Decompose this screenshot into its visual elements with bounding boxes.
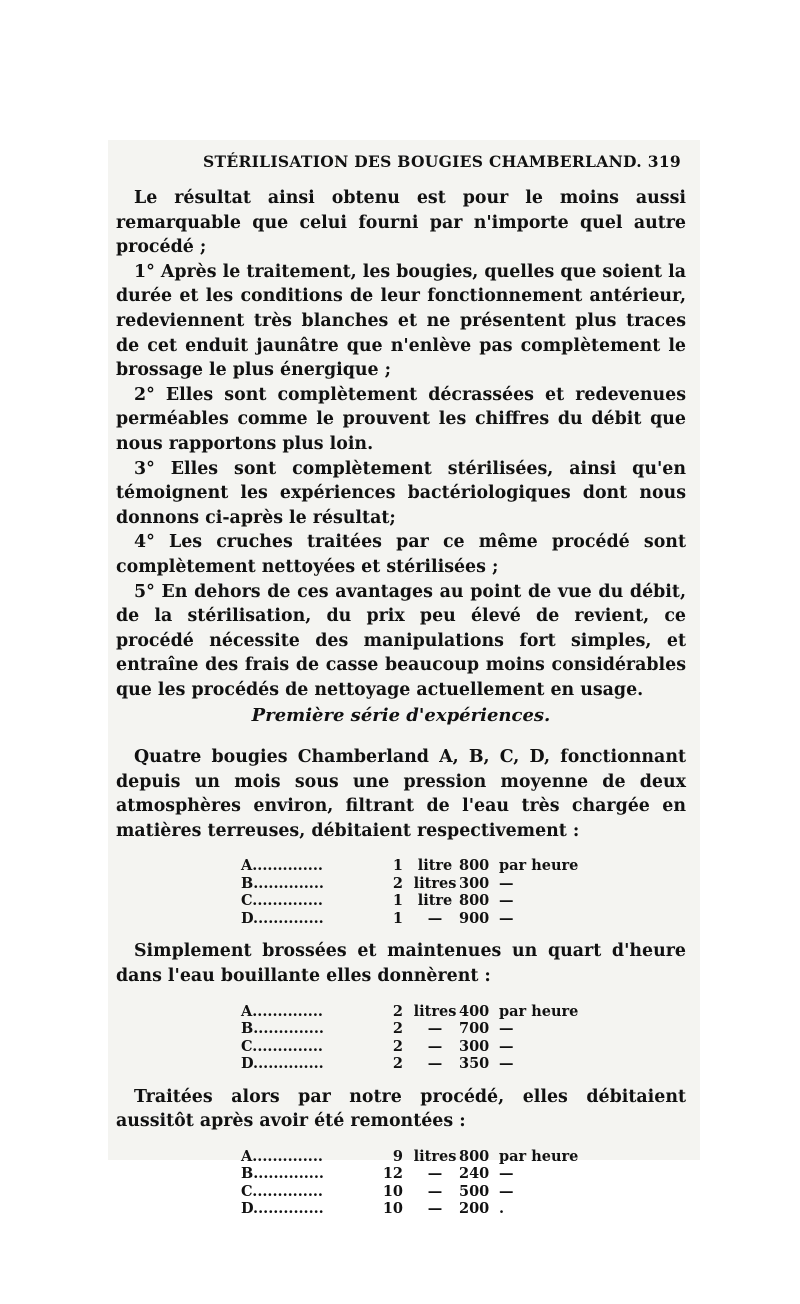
row-label: B..............	[241, 1165, 324, 1183]
unit: —	[427, 909, 443, 927]
row-label: A..............	[241, 857, 323, 875]
rate-unit: —	[499, 892, 514, 910]
unit: litres	[413, 1002, 457, 1020]
rate-unit: —	[499, 1037, 514, 1055]
unit: —	[427, 1055, 443, 1073]
rate-unit: —	[499, 1182, 514, 1200]
litres-value: 1	[392, 892, 403, 910]
row-label: A..............	[241, 1147, 323, 1165]
paragraph: 2° Elles sont complètement décrassées et redevenues perméables comme le prouvent les chiffres du débit que nous rapportons plus loin.	[116, 384, 686, 454]
treated-intro: Traitées alors par notre procédé, elles débitaient aussitôt après avoir été remontées :	[116, 1086, 686, 1132]
unit: litres	[413, 1147, 457, 1165]
rate-unit: —	[499, 1165, 514, 1183]
litres-value: 9	[392, 1147, 403, 1165]
centilitres-value: 350	[459, 1055, 490, 1073]
paragraph: 5° En dehors de ces avantages au point de vue du débit, de la stérilisation, du prix peu élevé de revient, ce procédé nécessite des manipulations fort simples, et entraîne des frais de casse beaucoup moins considérables que les procédés de nettoyage actuellement en usage.	[116, 581, 686, 700]
table-row	[241, 1200, 578, 1218]
flow-table-brushed	[241, 1003, 578, 1073]
table-row	[241, 910, 578, 928]
section-heading: Première série d'expériences.	[251, 705, 551, 727]
litres-value: 10	[382, 1182, 403, 1200]
centilitres-value: 240	[459, 1165, 490, 1183]
row-label: C..............	[241, 1182, 323, 1200]
centilitres-value: 200	[459, 1200, 490, 1218]
brushed-intro: Simplement brossées et maintenues un quart d'heure dans l'eau bouillante elles donnèrent :	[116, 941, 686, 987]
centilitres-value: 900	[459, 909, 490, 927]
row-label: C..............	[241, 892, 323, 910]
unit: —	[427, 1165, 443, 1183]
running-header	[115, 148, 685, 176]
litres-value: 2	[392, 874, 403, 892]
unit: litre	[417, 892, 453, 910]
unit: —	[427, 1182, 443, 1200]
paragraph: 3° Elles sont complètement stérilisées, ainsi qu'en témoignent les expériences bactériologiques dont nous donnons ci-après le résultat;	[116, 458, 686, 528]
header-title: STÉRILISATION DES BOUGIES CHAMBERLAND.	[203, 152, 642, 171]
rate-unit: —	[499, 1020, 514, 1038]
page-number: 319	[647, 152, 681, 171]
centilitres-value: 800	[459, 857, 490, 875]
unit: —	[427, 1037, 443, 1055]
litres-value: 2	[392, 1055, 403, 1073]
row-label: D..............	[241, 1200, 324, 1218]
row-label: A..............	[241, 1002, 323, 1020]
centilitres-value: 800	[459, 892, 490, 910]
litres-value: 10	[382, 1200, 403, 1218]
rate-unit: —	[499, 874, 514, 892]
litres-value: 2	[392, 1037, 403, 1055]
rate-unit: —	[499, 909, 514, 927]
unit: litre	[417, 857, 453, 875]
unit: litres	[413, 874, 457, 892]
row-label: B..............	[241, 874, 324, 892]
table-row	[241, 892, 578, 910]
litres-value: 12	[382, 1165, 403, 1183]
table-row	[241, 1148, 578, 1166]
table-row	[241, 1055, 578, 1073]
centilitres-value: 400	[459, 1002, 490, 1020]
table-row	[241, 1183, 578, 1201]
unit: —	[427, 1020, 443, 1038]
flow-table-initial	[241, 857, 578, 927]
rate-unit: —	[499, 1055, 514, 1073]
table-row	[241, 1003, 578, 1021]
experiment-intro: Quatre bougies Chamberland A, B, C, D, fonctionnant depuis un mois sous une pression moyenne de deux atmosphères environ, filtrant de l'eau très chargée en matières terreuses, débitaient respectivement :	[116, 747, 686, 841]
litres-value: 2	[392, 1020, 403, 1038]
paragraph: Le résultat ainsi obtenu est pour le moins aussi remarquable que celui fourni par n'importe quel autre procédé ;	[116, 188, 686, 258]
rate-unit: par heure	[499, 1147, 579, 1165]
litres-value: 2	[392, 1002, 403, 1020]
centilitres-value: 800	[459, 1147, 490, 1165]
paragraph: 1° Après le traitement, les bougies, quelles que soient la durée et les conditions de leur fonctionnement antérieur, redeviennent très blanches et ne présentent plus traces de cet enduit jaunâtre que n'enlève pas complètement le brossage le plus énergique ;	[116, 261, 686, 381]
rate-unit: par heure	[499, 857, 579, 875]
centilitres-value: 700	[459, 1020, 490, 1038]
row-label: B..............	[241, 1020, 324, 1038]
flow-table-treated	[241, 1148, 578, 1218]
table-row	[241, 1038, 578, 1056]
litres-value: 1	[392, 857, 403, 875]
row-label: D..............	[241, 1055, 324, 1073]
centilitres-value: 300	[459, 1037, 490, 1055]
rate-unit: .	[499, 1200, 505, 1218]
table-row	[241, 857, 578, 875]
unit: —	[427, 1200, 443, 1218]
centilitres-value: 300	[459, 874, 490, 892]
page-body	[116, 186, 686, 1230]
row-label: D..............	[241, 909, 324, 927]
paragraph: 4° Les cruches traitées par ce même procédé sont complètement nettoyées et stérilisées ;	[116, 532, 686, 577]
centilitres-value: 500	[459, 1182, 490, 1200]
table-row	[241, 1020, 578, 1038]
table-row	[241, 875, 578, 893]
row-label: C..............	[241, 1037, 323, 1055]
rate-unit: par heure	[499, 1002, 579, 1020]
table-row	[241, 1165, 578, 1183]
litres-value: 1	[392, 909, 403, 927]
